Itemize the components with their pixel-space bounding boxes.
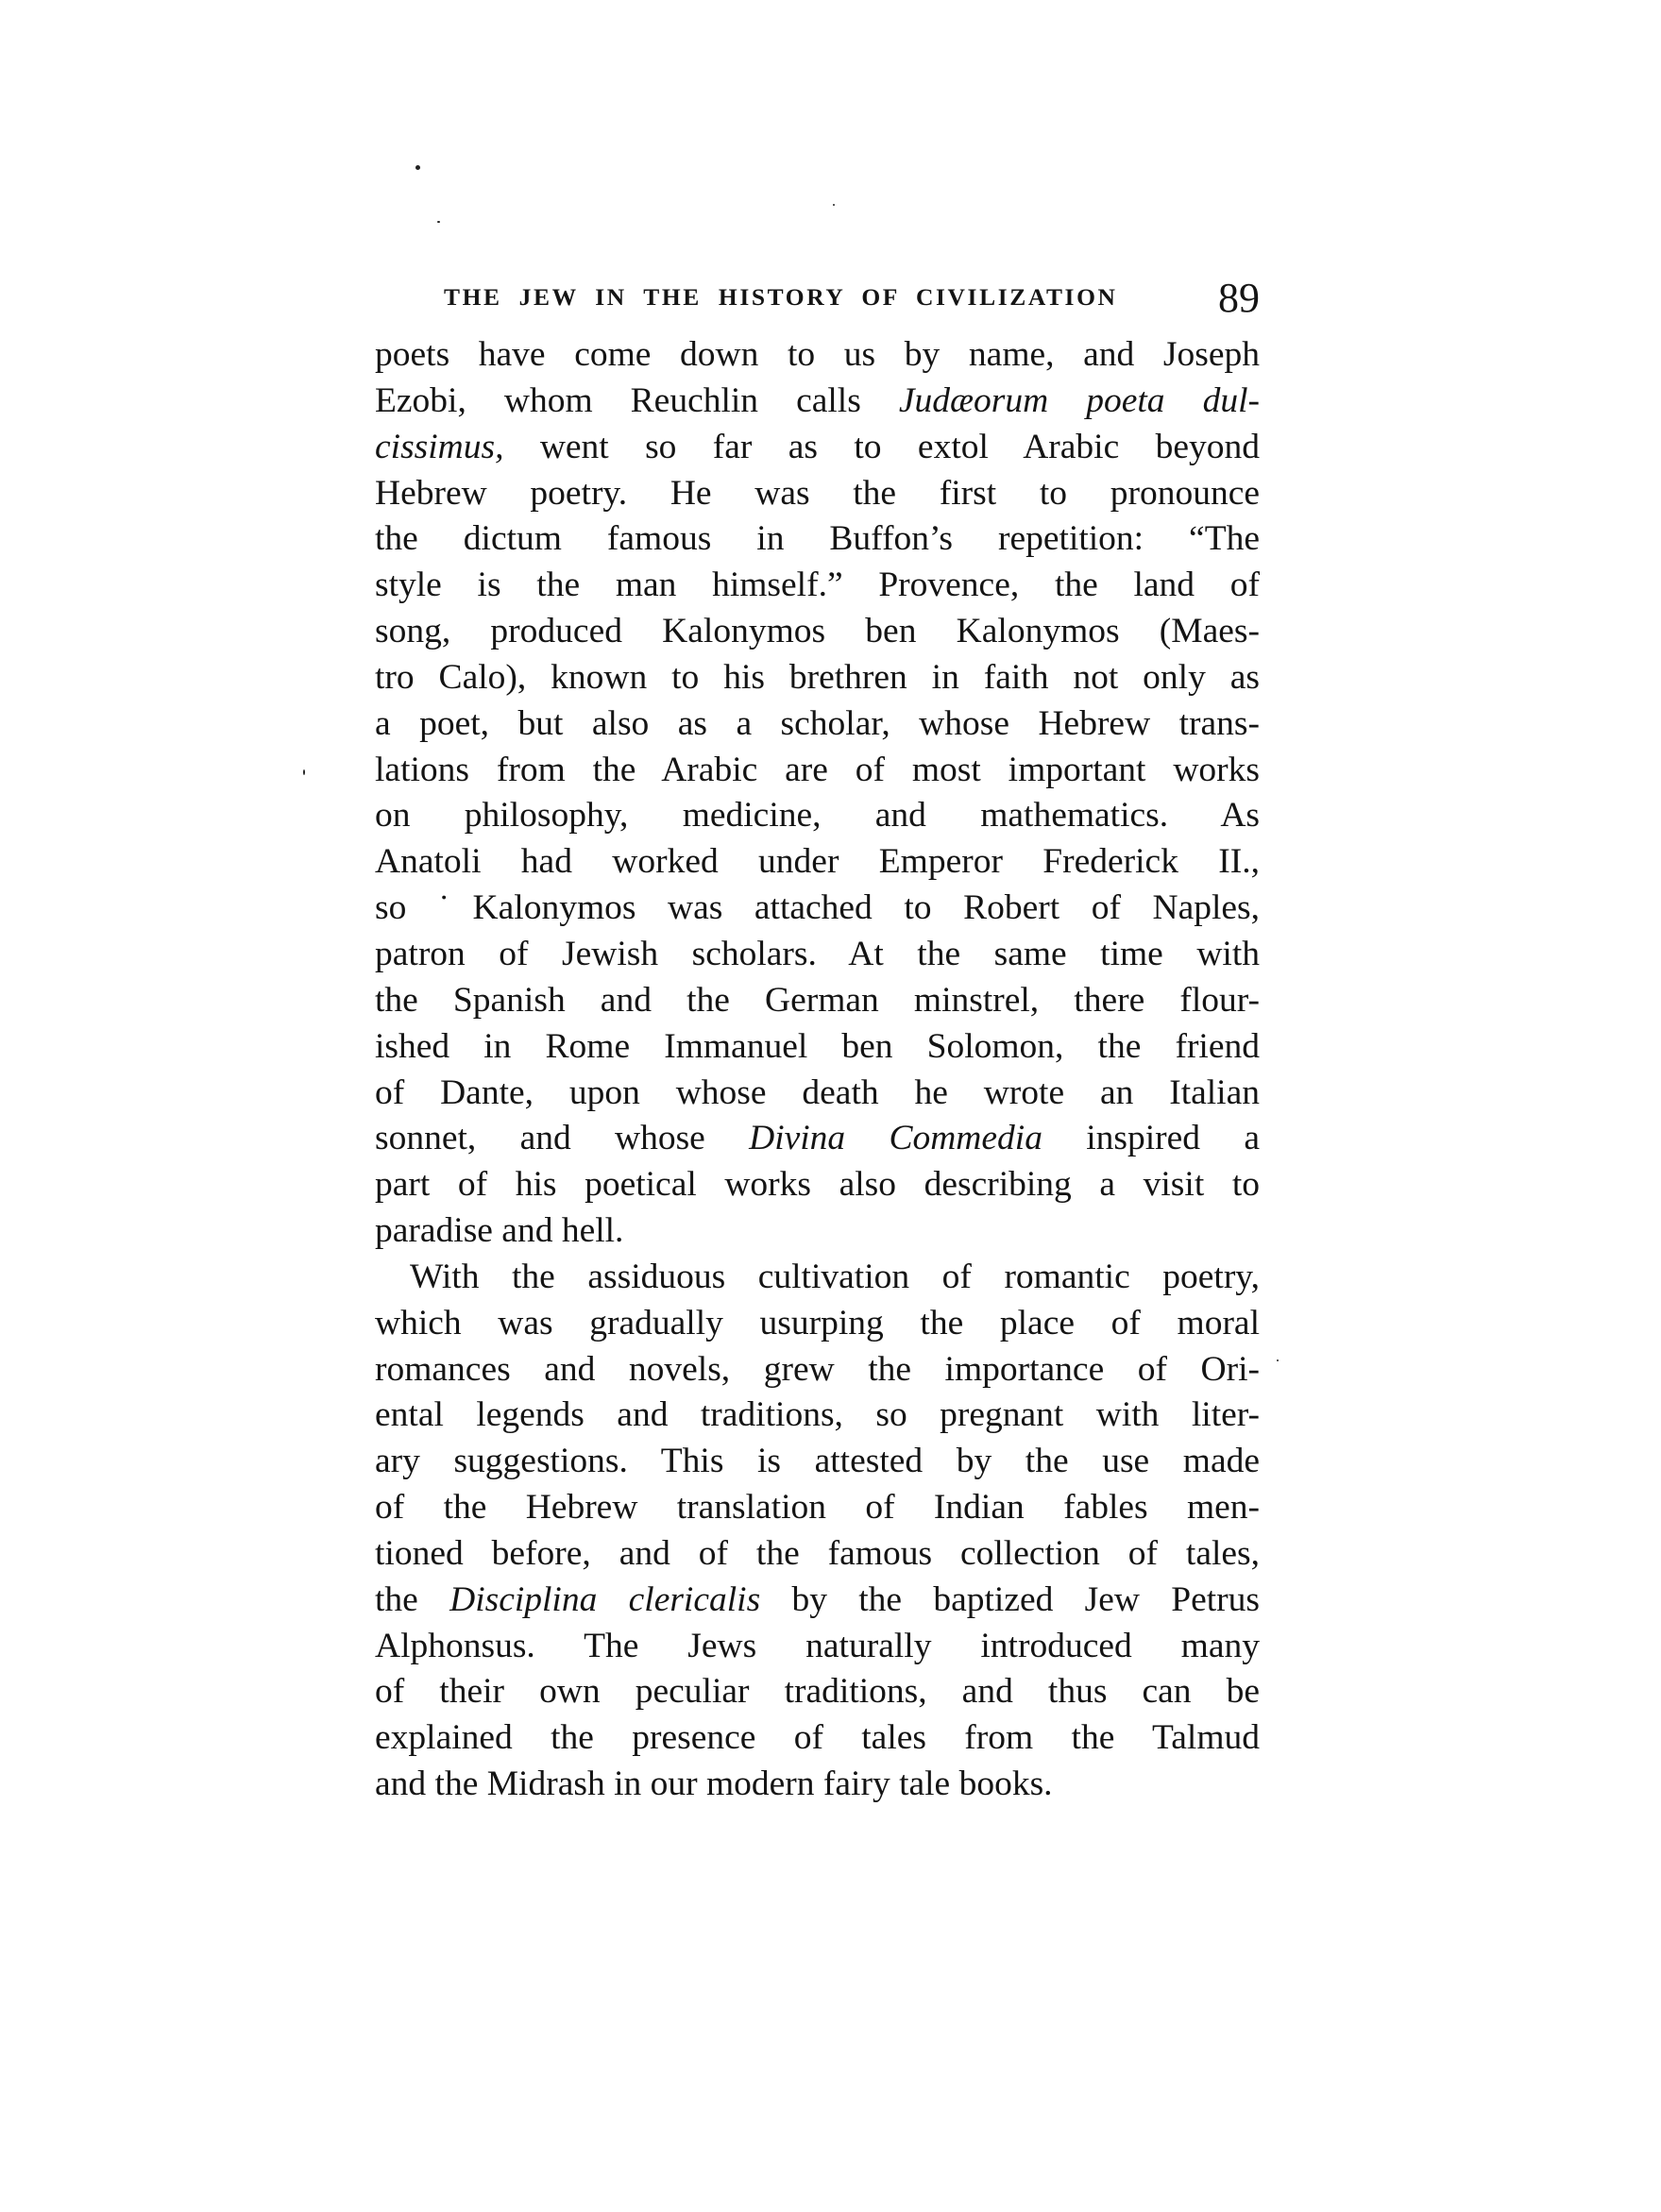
scan-speck — [415, 165, 420, 170]
text-run: tioned before, and of the famous collection of tales, — [375, 1533, 1260, 1573]
italic-phrase: Divina Commedia — [749, 1119, 1042, 1158]
text-run: the Spanish and the German minstrel, there flour- — [375, 980, 1260, 1020]
text-run: Anatoli had worked under Emperor Frederick II., — [375, 842, 1260, 882]
text-line — [375, 839, 1260, 886]
text-run: explained the presence of tales from the Talmud — [375, 1718, 1260, 1758]
running-title: THE JEW IN THE HISTORY OF CIVILIZATION — [444, 283, 1118, 311]
text-line — [375, 655, 1260, 701]
text-run: Alphonsus. The Jews naturally introduced many — [375, 1626, 1260, 1665]
text-line — [375, 1301, 1260, 1347]
text-run: by the baptized Jew Petrus — [760, 1579, 1260, 1619]
text-run: romances and novels, grew the importance of Ori- — [375, 1349, 1260, 1389]
text-run: and the Midrash in our modern fairy tale books. — [375, 1765, 1053, 1804]
text-run: went so far as to extol Arabic beyond — [503, 427, 1260, 466]
text-line — [375, 886, 1260, 932]
text-run: ental legends and traditions, so pregnant with liter- — [375, 1395, 1260, 1435]
text-line — [375, 516, 1260, 563]
text-line — [375, 1762, 1260, 1808]
text-line — [375, 1669, 1260, 1715]
text-line — [375, 1255, 1260, 1301]
text-run: inspired a — [1042, 1119, 1260, 1158]
text-line — [375, 425, 1260, 471]
text-run: of the Hebrew translation of Indian fables men- — [375, 1488, 1260, 1528]
text-run: a poet, but also as a scholar, whose Hebrew trans- — [375, 703, 1260, 743]
paragraph — [375, 332, 1260, 1255]
text-run: on philosophy, medicine, and mathematics. As — [375, 796, 1260, 836]
text-run: ished in Rome Immanuel ben Solomon, the friend — [375, 1026, 1260, 1066]
scan-speck — [437, 221, 440, 223]
text-run: patron of Jewish scholars. At the same time with — [375, 934, 1260, 973]
italic-phrase: cissimus, — [375, 427, 504, 466]
text-run: part of his poetical works also describing a visit to — [375, 1165, 1260, 1205]
body-text — [375, 332, 1260, 1808]
text-run: Ezobi, whom Reuchlin calls — [375, 380, 899, 420]
text-line — [375, 471, 1260, 517]
page-number: 89 — [1218, 275, 1260, 321]
text-line — [375, 1485, 1260, 1531]
text-line — [375, 332, 1260, 379]
scan-speck — [833, 204, 835, 206]
text-run: style is the man himself.” Provence, the land of — [375, 566, 1260, 605]
text-line — [375, 1208, 1260, 1255]
text-line — [375, 932, 1260, 978]
text-line — [375, 1578, 1260, 1624]
text-line — [375, 748, 1260, 794]
text-run: song, produced Kalonymos ben Kalonymos (Maes- — [375, 612, 1260, 651]
text-line — [375, 1347, 1260, 1393]
text-line — [375, 793, 1260, 839]
text-line — [375, 1531, 1260, 1578]
text-line — [375, 1624, 1260, 1670]
text-line — [375, 1162, 1260, 1208]
text-run: the dictum famous in Buffon’s repetition: “The — [375, 519, 1260, 559]
text-line — [375, 379, 1260, 425]
text-line — [375, 1071, 1260, 1117]
text-line — [375, 1715, 1260, 1762]
text-line — [375, 1439, 1260, 1485]
text-run: of Dante, upon whose death he wrote an Italian — [375, 1072, 1260, 1112]
text-line — [375, 609, 1260, 655]
italic-phrase: Disciplina clericalis — [449, 1579, 761, 1619]
text-run: Hebrew poetry. He was the first to pronounce — [375, 473, 1260, 513]
text-line — [375, 1116, 1260, 1162]
text-run: the — [375, 1579, 450, 1619]
text-run: tro Calo), known to his brethren in faith not only as — [375, 657, 1260, 697]
text-run: lations from the Arabic are of most important works — [375, 750, 1260, 789]
text-line — [375, 563, 1260, 609]
text-run: paradise and hell. — [375, 1211, 624, 1251]
paragraph — [375, 1255, 1260, 1808]
text-line — [375, 978, 1260, 1024]
text-line — [375, 1024, 1260, 1071]
text-run: so ˙Kalonymos was attached to Robert of Naples, — [375, 888, 1260, 928]
italic-phrase: Judæorum poeta dul- — [898, 380, 1260, 420]
text-line — [375, 1393, 1260, 1439]
text-run: ary suggestions. This is attested by the use made — [375, 1442, 1260, 1481]
text-run: of their own peculiar traditions, and thus can be — [375, 1672, 1260, 1712]
scan-speck — [303, 769, 305, 775]
text-run: sonnet, and whose — [375, 1119, 750, 1158]
running-head — [444, 275, 1260, 327]
scan-speck — [1277, 1359, 1279, 1361]
text-run: With the assiduous cultivation of romantic poetry, — [410, 1257, 1260, 1296]
text-run: which was gradually usurping the place of moral — [375, 1303, 1260, 1342]
text-run: poets have come down to us by name, and Joseph — [375, 335, 1260, 374]
text-line — [375, 701, 1260, 748]
